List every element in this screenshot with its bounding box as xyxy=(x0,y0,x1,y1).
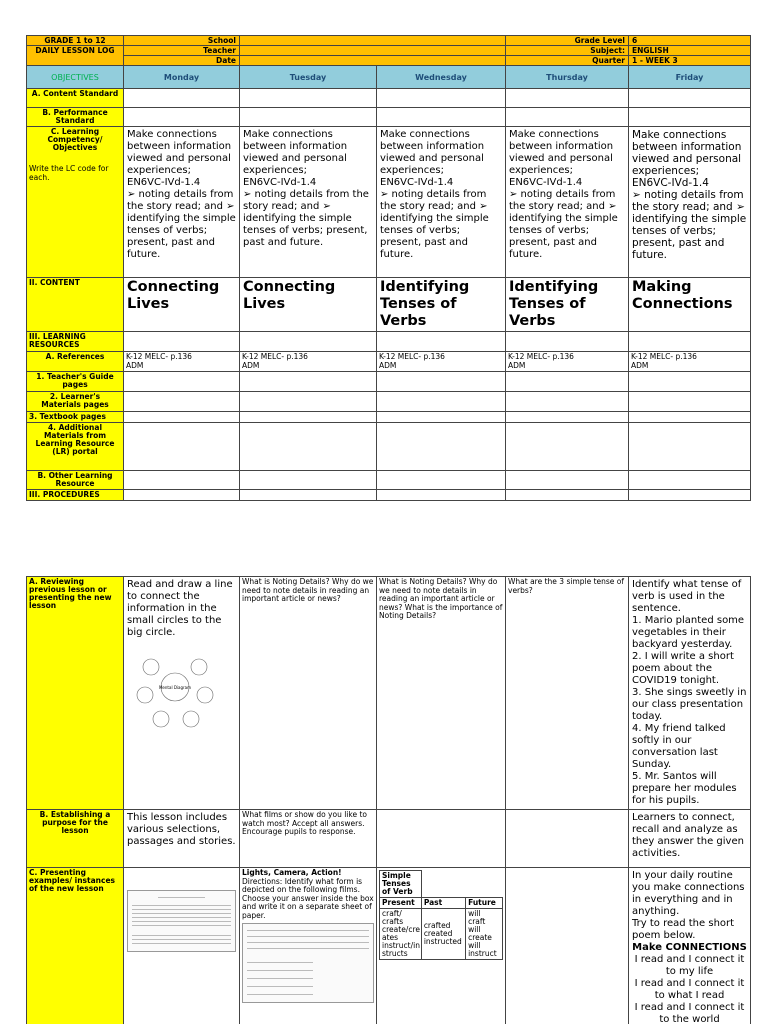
cell[interactable] xyxy=(377,810,506,868)
content-wednesday[interactable]: Identifying Tenses of Verbs xyxy=(377,278,506,332)
cell[interactable] xyxy=(506,810,629,868)
cell[interactable] xyxy=(124,471,240,490)
cell[interactable] xyxy=(377,89,506,108)
quarter-label: Quarter xyxy=(506,56,629,66)
establishing-monday[interactable]: This lesson includes various selections, passages and stories. xyxy=(124,810,240,868)
row-presenting: C. Presenting examples/ instances of the new lesson xyxy=(27,868,124,1024)
date-value[interactable] xyxy=(240,56,506,66)
cell[interactable] xyxy=(377,108,506,127)
references-friday[interactable] xyxy=(629,352,751,372)
poem-line: I read and I connect it to the world xyxy=(634,1002,745,1024)
competency-text: ➢ noting details from the story read; and xyxy=(127,189,234,212)
cell[interactable] xyxy=(506,412,629,423)
content-tuesday[interactable]: Connecting Lives xyxy=(240,278,377,332)
cell[interactable] xyxy=(240,423,377,471)
cell[interactable] xyxy=(506,868,629,1024)
adm-ref: ADM xyxy=(631,360,649,370)
cell[interactable] xyxy=(506,471,629,490)
competency-code: EN6VC-IVd-1.4 xyxy=(632,177,709,189)
cell[interactable] xyxy=(240,89,377,108)
cell[interactable] xyxy=(629,490,751,501)
cell[interactable] xyxy=(240,332,377,352)
content-friday[interactable]: Making Connections xyxy=(629,278,751,332)
row-other-resources: B. Other Learning Resource xyxy=(27,471,124,490)
school-value[interactable] xyxy=(240,36,506,46)
competency-code: EN6VC-IVd-1.4 xyxy=(509,177,583,188)
mental-diagram-image xyxy=(133,645,217,729)
cell[interactable] xyxy=(240,471,377,490)
competency-text: Make connections between information viewed and personal experiences; xyxy=(243,129,348,176)
activity-worksheet-image xyxy=(242,923,374,1003)
col-present: Present xyxy=(380,898,422,909)
past-values: crafted created instructed xyxy=(421,909,465,960)
cell[interactable] xyxy=(377,471,506,490)
adm-ref: ADM xyxy=(379,360,397,370)
friday-intro: Identify what tense of verb is used in the sentence. xyxy=(632,579,742,614)
reviewing-monday[interactable] xyxy=(124,577,240,810)
presenting-monday[interactable] xyxy=(124,868,240,1024)
activity-directions: Directions: Identify what form is depicted on the following films. Choose your answer inside the box and write it on a separate sheet of paper. xyxy=(242,876,374,920)
day-monday: Monday xyxy=(124,66,240,89)
reviewing-tuesday[interactable]: What is Noting Details? Why do we need to note details in reading an important article or news? xyxy=(240,577,377,810)
establishing-tuesday[interactable]: What films or show do you like to watch most? Accept all answers. Encourage pupils to response. xyxy=(240,810,377,868)
cell[interactable] xyxy=(629,423,751,471)
row-performance-standard: B. Performance Standard xyxy=(27,108,124,127)
cell[interactable] xyxy=(124,423,240,471)
row-additional-materials: 4. Additional Materials from Learning Resource (LR) portal xyxy=(27,423,124,471)
cell[interactable] xyxy=(377,412,506,423)
cell[interactable] xyxy=(506,490,629,501)
cell[interactable] xyxy=(124,372,240,392)
reviewing-text: Read and draw a line to connect the information in the small circles to the big circle. xyxy=(127,579,233,638)
cell[interactable] xyxy=(629,392,751,412)
row-reviewing: A. Reviewing previous lesson or presenting the new lesson xyxy=(27,577,124,810)
cell[interactable] xyxy=(629,471,751,490)
cell[interactable] xyxy=(124,89,240,108)
competency-text: Make connections between information viewed and personal experiences; xyxy=(380,129,485,176)
references-wednesday[interactable] xyxy=(377,352,506,372)
lesson-log-table-top xyxy=(26,35,751,501)
cell[interactable] xyxy=(124,392,240,412)
cell[interactable] xyxy=(377,392,506,412)
teacher-value[interactable] xyxy=(240,46,506,56)
future-values: will craft will create will instruct xyxy=(466,909,503,960)
teacher-label: Teacher xyxy=(124,46,240,56)
competency-text: ➢ noting details from the story read; and xyxy=(243,189,369,212)
cell[interactable] xyxy=(377,372,506,392)
competency-text: ➢ identifying the simple tenses of verbs; present, past and future. xyxy=(632,201,747,261)
cell[interactable] xyxy=(124,490,240,501)
cell[interactable] xyxy=(506,372,629,392)
subject-label: Subject: xyxy=(506,46,629,56)
tenses-table xyxy=(379,870,503,960)
competency-text: ➢ identifying the simple tenses of verbs; present, past and future. xyxy=(127,201,236,260)
present-values: craft/ crafts create/cre ates instruct/in structs xyxy=(380,909,422,960)
references-thursday[interactable] xyxy=(506,352,629,372)
col-future: Future xyxy=(466,898,503,909)
friday-item: 4. My friend talked softly in our conversation last Sunday. xyxy=(632,723,726,770)
cell[interactable] xyxy=(124,108,240,127)
poem-line: I read and I connect it to what I read xyxy=(634,978,745,1001)
content-thursday[interactable]: Identifying Tenses of Verbs xyxy=(506,278,629,332)
friday-item: 1. Mario planted some vegetables in their backyard yesterday. xyxy=(632,615,745,650)
row-procedures: III. PROCEDURES xyxy=(27,490,124,501)
adm-ref: ADM xyxy=(126,360,144,370)
cell[interactable] xyxy=(124,332,240,352)
competency-thursday[interactable] xyxy=(506,127,629,278)
day-thursday: Thursday xyxy=(506,66,629,89)
row-references: A. References xyxy=(27,352,124,372)
row-content: II. CONTENT xyxy=(27,278,124,332)
story-image xyxy=(127,890,236,952)
cell[interactable] xyxy=(240,392,377,412)
tenses-title: Simple Tenses of Verb xyxy=(380,871,422,898)
cell[interactable] xyxy=(506,108,629,127)
learning-competency-label: C. Learning Competency/ Objectives xyxy=(47,127,103,152)
row-learners-materials: 2. Learner's Materials pages xyxy=(27,392,124,412)
friday-item: 3. She sings sweetly in our class presentation today. xyxy=(632,687,747,722)
cell[interactable] xyxy=(629,89,751,108)
friday-item: 2. I will write a short poem about the COVID19 tonight. xyxy=(632,651,734,686)
melc-ref: K-12 MELC- p.136 xyxy=(508,352,574,361)
adm-ref: ADM xyxy=(508,360,526,370)
cell[interactable] xyxy=(377,490,506,501)
competency-text: ➢ identifying the simple tenses of verbs; present, past and future. xyxy=(243,201,368,248)
poem-line: I read and I connect it to my life xyxy=(634,954,745,977)
objectives-heading: OBJECTIVES xyxy=(27,66,124,89)
row-content-standard: A. Content Standard xyxy=(27,89,124,108)
competency-friday[interactable] xyxy=(629,127,751,278)
cell[interactable] xyxy=(506,392,629,412)
competency-tuesday[interactable] xyxy=(240,127,377,278)
cell[interactable] xyxy=(377,423,506,471)
adm-ref: ADM xyxy=(242,360,260,370)
row-teachers-guide: 1. Teacher's Guide pages xyxy=(27,372,124,392)
cell[interactable] xyxy=(506,423,629,471)
competency-text: ➢ noting details from the story read; and xyxy=(632,189,744,213)
diagram-center-label: Mental Diagram xyxy=(158,685,192,690)
cell[interactable] xyxy=(377,332,506,352)
presenting-wednesday[interactable] xyxy=(377,868,506,1024)
cell[interactable] xyxy=(629,332,751,352)
cell[interactable] xyxy=(240,412,377,423)
melc-ref: K-12 MELC- p.136 xyxy=(631,352,697,361)
activity-title: Lights, Camera, Action! xyxy=(242,868,342,877)
content-monday[interactable]: Connecting Lives xyxy=(124,278,240,332)
presenting-friday[interactable] xyxy=(629,868,751,1024)
competency-wednesday[interactable] xyxy=(377,127,506,278)
competency-code: EN6VC-IVd-1.4 xyxy=(127,177,201,188)
cell[interactable] xyxy=(629,412,751,423)
school-label: School xyxy=(124,36,240,46)
references-monday[interactable] xyxy=(124,352,240,372)
grade-range: GRADE 1 to 12 xyxy=(27,36,124,46)
lesson-log-table-procedures xyxy=(26,576,751,1024)
log-title: DAILY LESSON LOG xyxy=(27,46,124,66)
grade-level-label: Grade Level xyxy=(506,36,629,46)
reviewing-friday[interactable] xyxy=(629,577,751,810)
competency-text: ➢ noting details from the story read; and xyxy=(509,189,616,212)
competency-code: EN6VC-IVd-1.4 xyxy=(380,177,454,188)
melc-ref: K-12 MELC- p.136 xyxy=(379,352,445,361)
competency-text: Make connections between information viewed and personal experiences; xyxy=(632,129,742,177)
row-learning-competency xyxy=(27,127,124,278)
melc-ref: K-12 MELC- p.136 xyxy=(242,352,308,361)
melc-ref: K-12 MELC- p.136 xyxy=(126,352,192,361)
competency-text: ➢ identifying the simple tenses of verbs; present, past and future. xyxy=(380,201,489,260)
reviewing-wednesday[interactable]: What is Noting Details? Why do we need to note details in reading an important article or news? What is the importance of Noting Details? xyxy=(377,577,506,810)
day-tuesday: Tuesday xyxy=(240,66,377,89)
cell[interactable] xyxy=(629,372,751,392)
friday-text: Try to read the short poem below. xyxy=(632,918,735,941)
reviewing-thursday[interactable]: What are the 3 simple tense of verbs? xyxy=(506,577,629,810)
cell[interactable] xyxy=(240,490,377,501)
col-past: Past xyxy=(421,898,465,909)
competency-code: EN6VC-IVd-1.4 xyxy=(243,177,317,188)
friday-text: In your daily routine you make connections in everything and in anything. xyxy=(632,870,745,917)
friday-item: 5. Mr. Santos will prepare her modules for his pupils. xyxy=(632,771,737,806)
row-learning-resources: III. LEARNING RESOURCES xyxy=(27,332,124,352)
cell[interactable] xyxy=(240,108,377,127)
competency-text: Make connections between information viewed and personal experiences; xyxy=(127,129,232,176)
cell[interactable] xyxy=(124,412,240,423)
establishing-friday[interactable]: Learners to connect, recall and analyze as they answer the given activities. xyxy=(629,810,751,868)
competency-text: ➢ noting details from the story read; and xyxy=(380,189,487,212)
date-label: Date xyxy=(124,56,240,66)
quarter-value[interactable]: 1 - WEEK 3 xyxy=(629,56,751,66)
presenting-tuesday[interactable] xyxy=(240,868,377,1024)
competency-text: Make connections between information viewed and personal experiences; xyxy=(509,129,614,176)
row-textbook: 3. Textbook pages xyxy=(27,412,124,423)
lc-note: Write the LC code for each. xyxy=(29,164,109,182)
day-friday: Friday xyxy=(629,66,751,89)
competency-text: ➢ identifying the simple tenses of verbs; present, past and future. xyxy=(509,201,618,260)
grade-level-value[interactable]: 6 xyxy=(629,36,751,46)
day-wednesday: Wednesday xyxy=(377,66,506,89)
subject-value[interactable]: ENGLISH xyxy=(629,46,751,56)
references-tuesday[interactable] xyxy=(240,352,377,372)
cell[interactable] xyxy=(506,332,629,352)
poem-title: Make CONNECTIONS xyxy=(632,942,747,953)
cell[interactable] xyxy=(240,372,377,392)
row-establishing: B. Establishing a purpose for the lesson xyxy=(27,810,124,868)
cell[interactable] xyxy=(506,89,629,108)
competency-monday[interactable] xyxy=(124,127,240,278)
cell[interactable] xyxy=(629,108,751,127)
